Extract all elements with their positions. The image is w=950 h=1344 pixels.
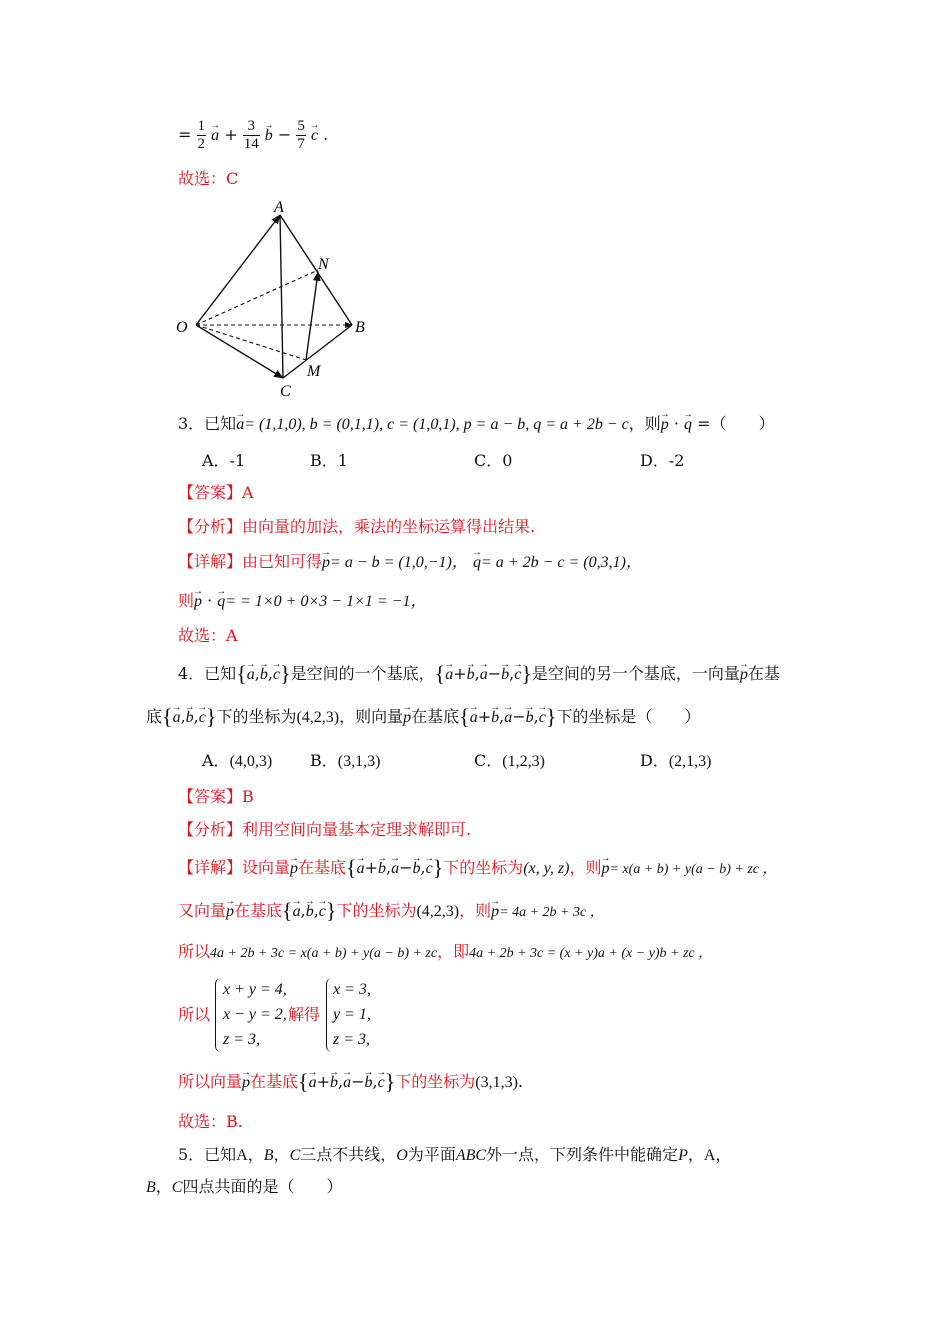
- q4-analysis: 【分析】利用空间向量基本定理求解即可.: [178, 820, 472, 839]
- fraction-2: $\frac{3}{14}$: [243, 118, 259, 152]
- equals-sign: =: [178, 125, 192, 144]
- q4-option-b[interactable]: B．(3,1,3): [310, 751, 381, 770]
- system-1: x + y = 4, x − y = 2, z = 3,: [223, 981, 287, 1048]
- label-c: C: [280, 383, 291, 400]
- q4-stem-line1: 4．已知{→ a,→ b,→ c}是空间的一个基底，{→ a+→ b,→ a−→ b,→ c}是空间的另一个基底，一向量→ p在基: [178, 663, 780, 686]
- fraction-1: $\frac{1}{2}$: [197, 118, 205, 152]
- q3-option-b[interactable]: B．1: [310, 451, 348, 470]
- q4-option-c[interactable]: C．(1,2,3): [474, 751, 545, 770]
- q3-option-a[interactable]: A．-1: [202, 451, 246, 470]
- fraction-3: $\frac{5}{7}$: [297, 118, 305, 152]
- q5-stem-line2: B，C四点共面的是（ ）: [146, 1177, 343, 1196]
- q4-option-d[interactable]: D．(2,1,3): [640, 751, 712, 770]
- q4-detail-3: 所以4a + 2b + 3c = x(a + b) + y(a − b) + zc，即4a + 2b + 3c = (x + y)a + (x − y)b + zc ，: [178, 942, 713, 961]
- q4-detail-1: 【详解】设向量→ p在基底{→ a+→ b,→ a−→ b,→ c}下的坐标为(x, y, z)，则→ p= x(a + b) + y(a − b) + zc ，: [178, 857, 776, 881]
- expression-line: = $\frac{1}{2}$ → a + $\frac{3}{14}$ → b − $\frac{5}{7}$ → c .: [178, 118, 328, 162]
- label-o: O: [176, 319, 188, 336]
- q4-answer: 【答案】B: [178, 787, 254, 806]
- q4-detail-2: 又向量→ p在基底{→ a,→ b,→ c}下的坐标为(4,2,3)，则→ p= 4a + 2b + 3c ，: [178, 900, 604, 924]
- edge-oc: [196, 325, 283, 378]
- system-2-brace: [326, 978, 333, 1052]
- q3-calc: 则→ p · → q= = 1×0 + 0×3 − 1×1 = −1，: [178, 590, 426, 613]
- q4-detail-5: 所以向量→ p在基底{→ a+→ b,→ a−→ b,→ c}下的坐标为(3,1,3).: [178, 1071, 523, 1094]
- q3-detail: 【详解】由已知可得→ p= a − b = (1,0,−1)， → q= a + 2b − c = (0,3,1)，: [178, 551, 642, 574]
- label-n: N: [318, 256, 329, 273]
- q3-answer: 【答案】A: [178, 483, 254, 502]
- label-b: B: [355, 319, 365, 336]
- vector-b: → b: [265, 125, 273, 147]
- edge-ab: [280, 215, 352, 325]
- choice-top: 故选：C: [178, 169, 239, 188]
- label-m: M: [307, 363, 321, 380]
- edge-oa: [196, 215, 280, 325]
- dash-om: [196, 325, 306, 360]
- q4-detail-4-solve: 解得: [288, 1005, 321, 1024]
- tetrahedron-figure: [170, 195, 370, 405]
- q4-choice: 故选：B.: [178, 1112, 243, 1131]
- q4-detail-4-label: 所以: [178, 1005, 211, 1024]
- q3-stem: 3．已知→ a= (1,1,0), b = (0,1,1), c = (1,0,1), p = a − b, q = a + 2b − c，则→ p · → q =（ ）: [178, 413, 775, 436]
- system-2: x = 3, y = 1, z = 3,: [333, 981, 371, 1048]
- q4-stem-line2: 底{→ a,→ b,→ c}下的坐标为(4,2,3)，则向量→ p在基底{→ a+→ b,→ a−→ b,→ c}下的坐标是（ ）: [146, 706, 700, 729]
- edge-ac: [280, 215, 283, 378]
- vector-c: → c: [311, 125, 318, 147]
- q3-option-d[interactable]: D．-2: [640, 451, 685, 470]
- q3-analysis: 【分析】由向量的加法，乘法的坐标运算得出结果.: [178, 517, 536, 536]
- dash-on: [196, 270, 318, 325]
- system-1-brace: [215, 978, 222, 1052]
- edge-mn: [306, 272, 318, 360]
- label-a: A: [274, 199, 284, 216]
- q3-option-c[interactable]: C．0: [474, 451, 513, 470]
- q4-option-a[interactable]: A．(4,0,3): [202, 751, 273, 770]
- q3-choice: 故选：A: [178, 626, 238, 645]
- vector-a: → a: [211, 125, 219, 147]
- q5-stem-line1: 5．已知A，B，C三点不共线，O为平面ABC外一点，下列条件中能确定P，A，: [178, 1145, 732, 1164]
